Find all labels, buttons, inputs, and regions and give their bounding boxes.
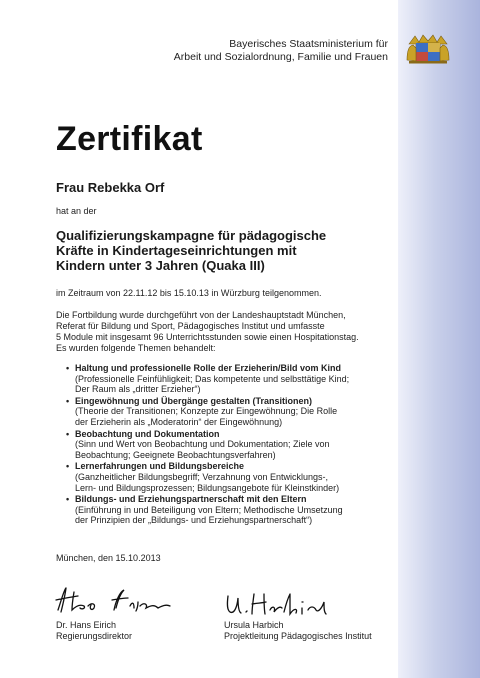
- topic-detail: (Professionelle Feinfühligkeit; Das kompetente und selbsttätige Kind;: [75, 373, 350, 384]
- topic-detail: (Theorie der Transitionen; Konzepte zur Eingewöhnung; Die Rolle: [75, 406, 338, 417]
- topic-detail: (Ganzheitlicher Bildungsbegriff; Verzahnung von Entwicklungs-,: [75, 471, 328, 482]
- ministry-line-2: Arbeit und Sozialordnung, Familie und Frauen: [173, 51, 388, 63]
- place-date: München, den 15.10.2013: [56, 553, 161, 563]
- topic-item: [66, 461, 349, 493]
- signature-hans-eirich: [54, 584, 174, 618]
- ministry-line-1: Bayerisches Staatsministerium für: [229, 38, 388, 50]
- topic-detail: (Sinn und Wert von Beobachtung und Dokumentation; Ziele von: [75, 439, 330, 450]
- topic-detail: Lern- und Bildungsprozessen; Bildungsangebote für Kleinstkinder): [75, 482, 340, 493]
- intro-text: hat an der: [56, 206, 97, 216]
- topic-item: [66, 396, 349, 428]
- signatory-2-role: Projektleitung Pädagogisches Institut: [224, 631, 372, 641]
- bullet-icon: •: [66, 363, 70, 373]
- bullet-icon: •: [66, 395, 70, 406]
- topic-detail: Der Raum als „dritter Erzieher“): [75, 384, 201, 395]
- topic-detail: (Einführung in und Beteiligung von Eltern; Methodische Umsetzung: [75, 504, 343, 515]
- bullet-icon: •: [66, 461, 70, 472]
- signatory-1: [56, 620, 132, 642]
- topic-detail: der Prinzipien der „Bildungs- und Erziehungspartnerschaft“): [75, 515, 313, 526]
- description-line-1: Die Fortbildung wurde durchgeführt von der Landeshauptstadt München,: [56, 310, 346, 320]
- bullet-icon: •: [66, 428, 70, 439]
- side-color-stripe: [398, 0, 480, 678]
- topic-list: [66, 363, 349, 527]
- course-title-line-1: Qualifizierungskampagne für pädagogische: [56, 228, 327, 243]
- description-text: [56, 310, 359, 354]
- course-title-line-2: Kräfte in Kindertageseinrichtungen mit: [56, 243, 297, 258]
- topic-detail: Beobachtung; Geeignete Beobachtungsverfahren): [75, 449, 276, 460]
- description-line-2: Referat für Bildung und Sport, Pädagogisches Institut und umfasste: [56, 321, 325, 331]
- certificate-title: Zertifikat: [56, 120, 203, 158]
- topic-item: [66, 429, 349, 461]
- topic-title: Bildungs- und Erziehungspartnerschaft mit den Eltern: [75, 494, 307, 505]
- topic-title: Haltung und professionelle Rolle der Erzieherin/Bild vom Kind: [75, 363, 342, 373]
- description-line-3: 5 Module mit insgesamt 96 Unterrichtsstunden sowie einen Hospitationstag.: [56, 332, 359, 342]
- ministry-header: [174, 38, 388, 64]
- signature-ursula-harbich: [222, 588, 332, 620]
- topic-title: Beobachtung und Dokumentation: [75, 428, 220, 439]
- topic-title: Eingewöhnung und Übergänge gestalten (Transitionen): [75, 395, 313, 406]
- bullet-icon: •: [66, 494, 70, 505]
- period-text: im Zeitraum von 22.11.12 bis 15.10.13 in Würzburg teilgenommen.: [56, 288, 322, 298]
- recipient-name: Frau Rebekka Orf: [56, 180, 165, 195]
- signatory-1-role: Regierungsdirektor: [56, 631, 133, 641]
- description-line-4: Es wurden folgende Themen behandelt:: [56, 343, 216, 353]
- signatory-2: [224, 620, 372, 642]
- course-title: [56, 228, 326, 273]
- topic-detail: der Erzieherin als „Moderatorin“ der Eingewöhnung): [75, 416, 283, 427]
- topic-item: [66, 363, 349, 395]
- topic-item: [66, 494, 349, 526]
- signatory-2-name: Ursula Harbich: [224, 620, 284, 630]
- signatory-1-name: Dr. Hans Eirich: [56, 620, 117, 630]
- course-title-line-3: Kindern unter 3 Jahren (Quaka III): [56, 258, 265, 273]
- bavarian-coat-of-arms-icon: [403, 30, 453, 64]
- topic-title: Lernerfahrungen und Bildungsbereiche: [75, 461, 245, 472]
